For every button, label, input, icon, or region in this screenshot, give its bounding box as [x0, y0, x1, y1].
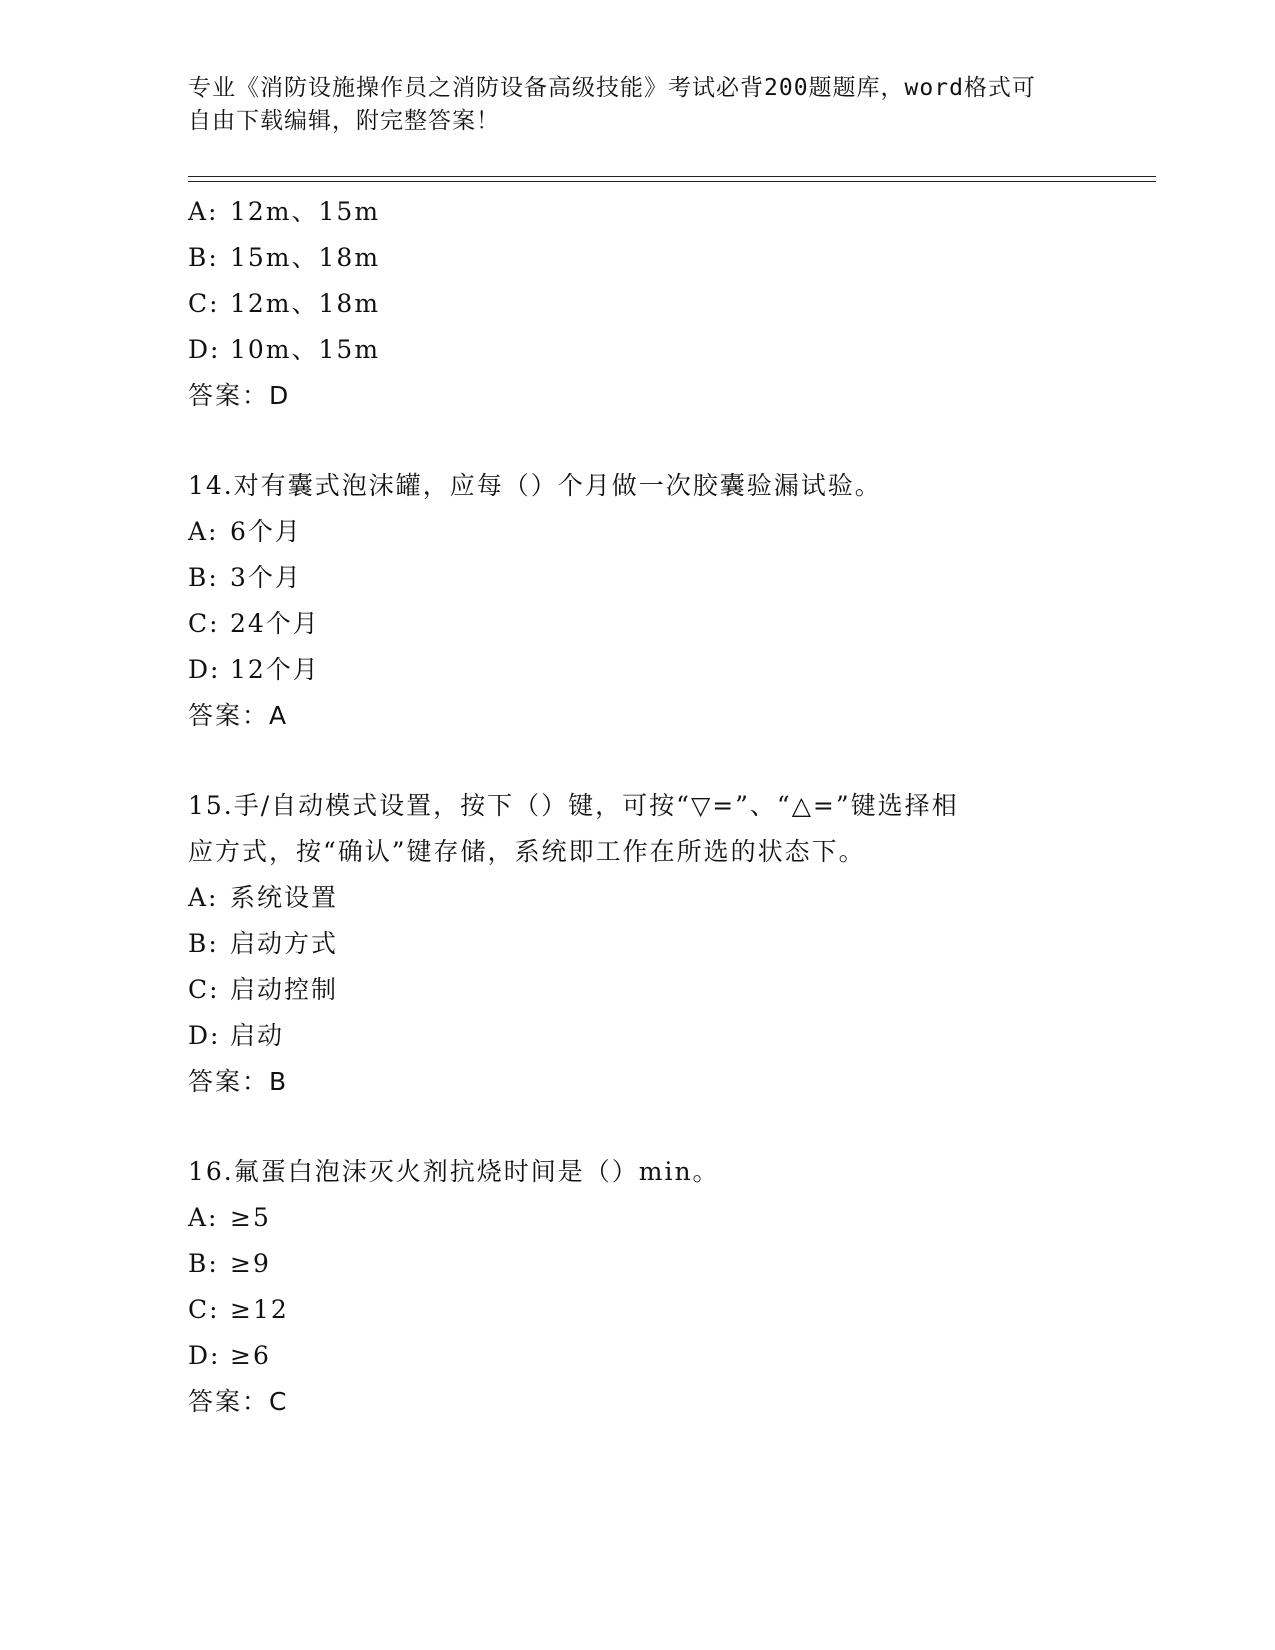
option-d [188, 1013, 1088, 1059]
option-letter: D: [188, 655, 221, 684]
option-text: 系统设置 [230, 883, 339, 912]
option-letter: B: [188, 1249, 219, 1278]
question-stem-continued: 应方式，按“确认”键存储，系统即工作在所选的状态下。 [188, 837, 866, 866]
question-stem: 15.手/自动模式设置，按下（）键，可按“▽=”、“△=”键选择相 [188, 791, 959, 820]
option-text: ≥9 [230, 1249, 271, 1278]
option-a [188, 1195, 1088, 1241]
option-letter: A: [188, 517, 219, 546]
spacer [188, 419, 1088, 463]
option-d [188, 1333, 1088, 1379]
option-letter: C: [188, 1295, 220, 1324]
option-b [188, 235, 1088, 281]
option-letter: C: [188, 609, 220, 638]
option-a [188, 189, 1088, 235]
option-b [188, 1241, 1088, 1287]
option-text: 12m、15m [230, 197, 381, 226]
option-text: ≥6 [230, 1341, 271, 1370]
spacer [188, 1105, 1088, 1149]
answer-line: 答案：D [188, 381, 291, 410]
option-letter: B: [188, 243, 219, 272]
option-b [188, 555, 1088, 601]
question-block-13-continued [188, 189, 1088, 419]
question-block-16 [188, 1149, 1088, 1425]
option-text: 12m、18m [230, 289, 381, 318]
option-letter: C: [188, 975, 220, 1004]
option-a [188, 875, 1088, 921]
option-text: 12个月 [230, 655, 320, 684]
answer-line: 答案：A [188, 701, 289, 730]
option-a [188, 509, 1088, 555]
option-text: 启动 [230, 1021, 285, 1050]
answer-line: 答案：C [188, 1387, 289, 1416]
option-letter: B: [188, 929, 219, 958]
option-letter: D: [188, 1341, 221, 1370]
option-c [188, 1287, 1088, 1333]
option-text: 6个月 [230, 517, 302, 546]
option-letter: A: [188, 1203, 219, 1232]
option-letter: B: [188, 563, 219, 592]
option-text: 15m、18m [230, 243, 381, 272]
option-b [188, 921, 1088, 967]
header-divider-bottom [188, 181, 1156, 182]
question-stem: 14.对有囊式泡沫罐，应每（）个月做一次胶囊验漏试验。 [188, 471, 882, 500]
option-c [188, 601, 1088, 647]
question-block-14 [188, 463, 1088, 739]
option-letter: A: [188, 883, 219, 912]
option-text: 启动方式 [230, 929, 339, 958]
answer-line: 答案：B [188, 1067, 289, 1096]
option-letter: C: [188, 289, 220, 318]
option-c [188, 967, 1088, 1013]
question-stem: 16.氟蛋白泡沫灭火剂抗烧时间是（）min。 [188, 1157, 720, 1186]
option-d [188, 647, 1088, 693]
header-line-2: 自由下载编辑，附完整答案！ [188, 108, 500, 134]
option-text: 启动控制 [230, 975, 339, 1004]
header-divider-top [188, 176, 1156, 177]
option-letter: D: [188, 335, 221, 364]
option-text: 10m、15m [230, 335, 381, 364]
option-c [188, 281, 1088, 327]
option-text: ≥12 [230, 1295, 289, 1324]
header-line-1: 专业《消防设施操作员之消防设备高级技能》考试必背200题题库，word格式可 [188, 75, 1036, 101]
option-text: 3个月 [230, 563, 302, 592]
question-block-15 [188, 783, 1088, 1105]
option-text: ≥5 [230, 1203, 271, 1232]
document-header [188, 72, 1068, 138]
option-letter: A: [188, 197, 219, 226]
option-d [188, 327, 1088, 373]
option-text: 24个月 [230, 609, 320, 638]
spacer [188, 739, 1088, 783]
option-letter: D: [188, 1021, 221, 1050]
document-body [188, 189, 1088, 1425]
